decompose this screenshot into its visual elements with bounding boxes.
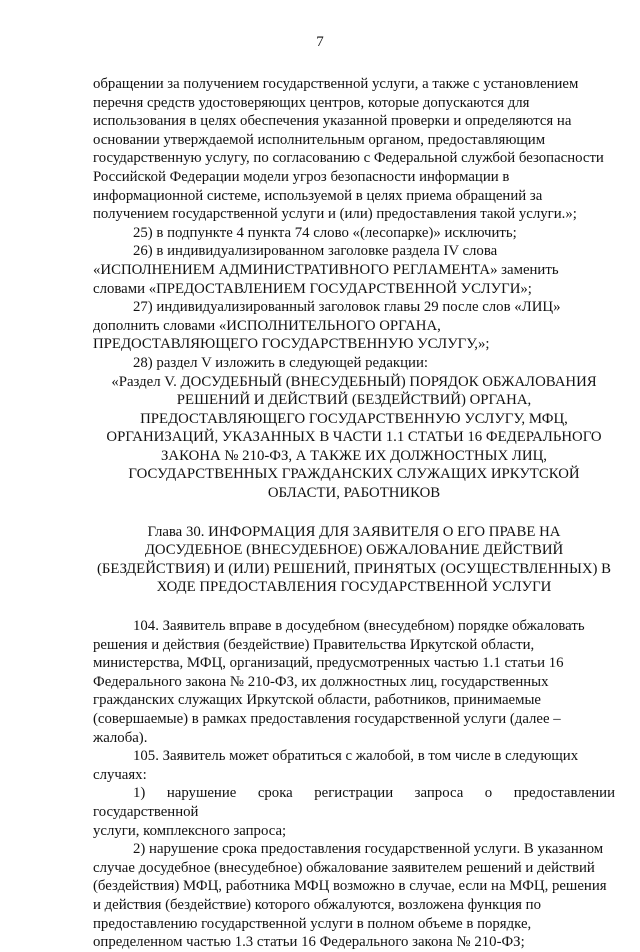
section-heading: «Раздел V. ДОСУДЕБНЫЙ (ВНЕСУДЕБНЫЙ) ПОРЯДОК ОБЖАЛОВАНИЯ РЕШЕНИЙ И ДЕЙСТВИЙ (БЕЗДЕЙСТВИЙ) ОРГАНА, ПРЕДОСТАВЛЯЮЩЕГО ГОСУДАРСТВЕННУЮ УСЛУГУ, МФЦ, ОРГАНИЗАЦИЙ, УКАЗАННЫХ В ЧАСТИ 1.1 СТАТЬИ 16 ФЕДЕРАЛЬНОГО ЗАКОНА № 210-ФЗ, А ТАКЖЕ ИХ ДОЛЖНОСТНЫХ ЛИЦ, ГОСУДАРСТВЕННЫХ ГРАЖДАНСКИХ СЛУЖАЩИХ ИРКУТСКОЙ ОБЛАСТИ, РАБОТНИКОВ bbox=[106, 373, 602, 502]
paragraph-104: 104. Заявитель вправе в досудебном (внесудебном) порядке обжаловать решения и действия (бездействие) Правительства Иркутской области, министерства, МФЦ, организаций, предусмотренных частью 1.1 статьи 16 Федерального закона № 210-ФЗ, их должностных лиц, государственных гражданских служащих Иркутской области, работников, принимаемые (совершаемые) в рамках предоставления государственной услуги (далее – жалоба). bbox=[93, 618, 585, 746]
page-number: 7 bbox=[316, 34, 324, 50]
paragraph-28: 28) раздел V изложить в следующей редакции: bbox=[133, 354, 428, 371]
paragraph-26: 26) в индивидуализированном заголовке раздела IV слова «ИСПОЛНЕНИЕМ АДМИНИСТРАТИВНОГО РЕГЛАМЕНТА» заменить словами «ПРЕДОСТАВЛЕНИЕМ ГОСУДАРСТВЕННОЙ УСЛУГИ»; bbox=[93, 243, 559, 297]
paragraph-105-item-1: 1) нарушение срока регистрации запроса о предоставлении государственной услуги, комплексного запроса; bbox=[93, 785, 615, 839]
paragraph-25: 25) в подпункте 4 пункта 74 слово «(лесопарке)» исключить; bbox=[133, 224, 517, 241]
document-body bbox=[93, 75, 615, 952]
spacer bbox=[93, 597, 615, 617]
spacer bbox=[93, 503, 615, 523]
chapter-heading: Глава 30. ИНФОРМАЦИЯ ДЛЯ ЗАЯВИТЕЛЯ О ЕГО ПРАВЕ НА ДОСУДЕБНОЕ (ВНЕСУДЕБНОЕ) ОБЖАЛОВАНИЕ ДЕЙСТВИЙ (БЕЗДЕЙСТВИЯ) И (ИЛИ) РЕШЕНИЙ, ПРИНЯТЫХ (ОСУЩЕСТВЛЕННЫХ) В ХОДЕ ПРЕДОСТАВЛЕНИЯ ГОСУДАРСТВЕННОЙ УСЛУГИ bbox=[96, 523, 612, 596]
paragraph-continuation: обращении за получением государственной услуги, а также с установлением перечня средств удостоверяющих центров, которые допускаются для использования в целях обеспечения указанной проверки и определяются на основании утверждаемой исполнительным органом, предоставляющим государственную услугу, по согласованию с Федеральной службой безопасности Российской Федерации модели угроз безопасности информации в информационной системе, используемой в целях приема обращений за получением государственной услуги и (или) предоставления такой услуги.»; bbox=[93, 76, 604, 223]
paragraph-105-item-2: 2) нарушение срока предоставления государственной услуги. В указанном случае досудебное (внесудебное) обжалование заявителем решений и действий (бездействия) МФЦ, работника МФЦ возможно в случае, если на МФЦ, решения и действия (бездействие) которого обжалуются, возложена функция по предоставлению государственной услуги в полном объеме в порядке, определенном частью 1.3 статьи 16 Федерального закона № 210-ФЗ; bbox=[93, 841, 607, 951]
paragraph-105: 105. Заявитель может обратиться с жалобой, в том числе в следующих случаях: bbox=[93, 748, 579, 783]
paragraph-27: 27) индивидуализированный заголовок главы 29 после слов «ЛИЦ» дополнить словами «ИСПОЛНИТЕЛЬНОГО ОРГАНА, ПРЕДОСТАВЛЯЮЩЕГО ГОСУДАРСТВЕННУЮ УСЛУГУ,»; bbox=[93, 299, 561, 353]
